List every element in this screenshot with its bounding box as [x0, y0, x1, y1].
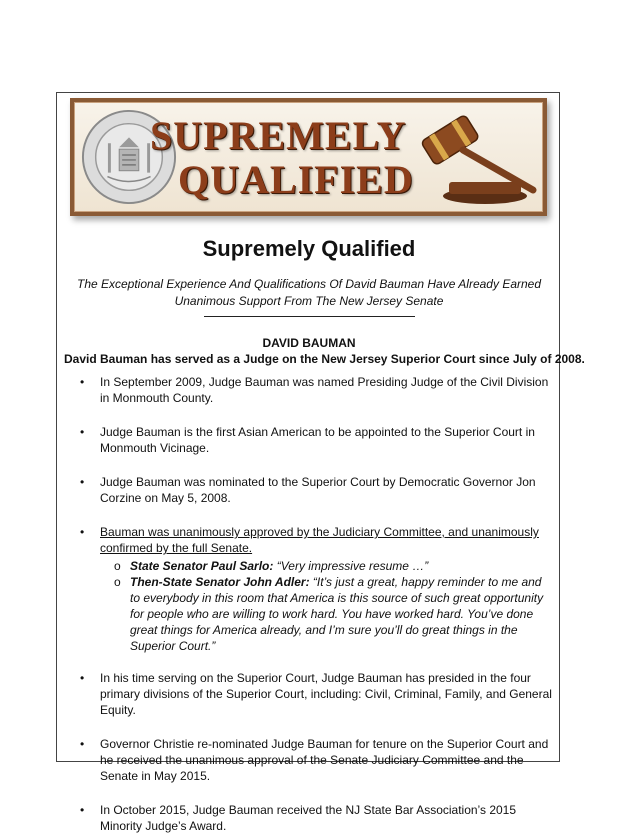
quote-item	[100, 574, 554, 654]
list-item	[64, 524, 554, 654]
subtitle: The Exceptional Experience And Qualifications Of David Bauman Have Already Earned Unanimous Support From The New Jersey Senate	[76, 277, 542, 308]
quote-text: “Very impressive resume …”	[276, 559, 429, 573]
divider	[204, 316, 415, 317]
list-item-text: Judge Bauman is the first Asian American to be appointed to the Superior Court in Monmouth Vicinage.	[100, 425, 535, 455]
quotes-list	[100, 558, 554, 654]
bullet-icon: •	[80, 737, 85, 751]
quote-item	[100, 558, 554, 574]
name-heading: DAVID BAUMAN	[262, 336, 356, 350]
list-item	[64, 736, 554, 784]
quote-speaker: State Senator Paul Sarlo:	[130, 559, 274, 573]
list-item-text: Governor Christie re-nominated Judge Bauman for tenure on the Superior Court and he received the unanimous approval of the Senate Judiciary Committee and the Senate in May 2015.	[100, 737, 549, 783]
bullet-icon: •	[80, 475, 85, 489]
bullet-icon: •	[80, 671, 85, 685]
intro-statement: David Bauman has served as a Judge on the New Jersey Superior Court since July of 2008.	[64, 352, 585, 366]
sub-bullet-icon: o	[114, 559, 121, 573]
list-item-text: Judge Bauman was nominated to the Superior Court by Democratic Governor Jon Corzine on May 5, 2008.	[100, 475, 536, 505]
list-item	[64, 424, 554, 456]
sub-bullet-icon: o	[114, 575, 121, 589]
bullet-icon: •	[80, 375, 85, 389]
page-title: Supremely Qualified	[202, 236, 416, 261]
list-item	[64, 670, 554, 718]
gavel-icon	[415, 104, 540, 210]
list-item-text: In October 2015, Judge Bauman received the NJ State Bar Association’s 2015 Minority Judge’s Award.	[100, 803, 517, 833]
qualifications-list	[64, 374, 554, 834]
list-item	[64, 374, 554, 406]
banner-title-line2: QUALIFIED	[178, 157, 414, 202]
bullet-icon: •	[80, 803, 85, 817]
quote-text: “It’s just a great, happy reminder to me and to everybody in this room that America is this source of such great opportunity for people who are willing to work hard. You have worked hard. You’ve done great things for America already, and I’m sure you’ll do great things in the Superior Court.”	[130, 575, 544, 653]
list-item-text: Bauman was unanimously approved by the Judiciary Committee, and unanimously confirmed by the full Senate.	[100, 525, 539, 555]
banner-title-line1: SUPREMELY	[150, 113, 407, 158]
bullet-icon: •	[80, 425, 85, 439]
list-item	[64, 802, 554, 834]
quote-speaker: Then-State Senator John Adler:	[130, 575, 310, 589]
bullet-icon: •	[80, 525, 85, 539]
list-item-text: In his time serving on the Superior Court, Judge Bauman has presided in the four primary divisions of the Superior Court, including: Civil, Criminal, Family, and General Equity.	[100, 671, 552, 717]
list-item	[64, 474, 554, 506]
list-item-text: In September 2009, Judge Bauman was named Presiding Judge of the Civil Division in Monmouth County.	[100, 375, 549, 405]
